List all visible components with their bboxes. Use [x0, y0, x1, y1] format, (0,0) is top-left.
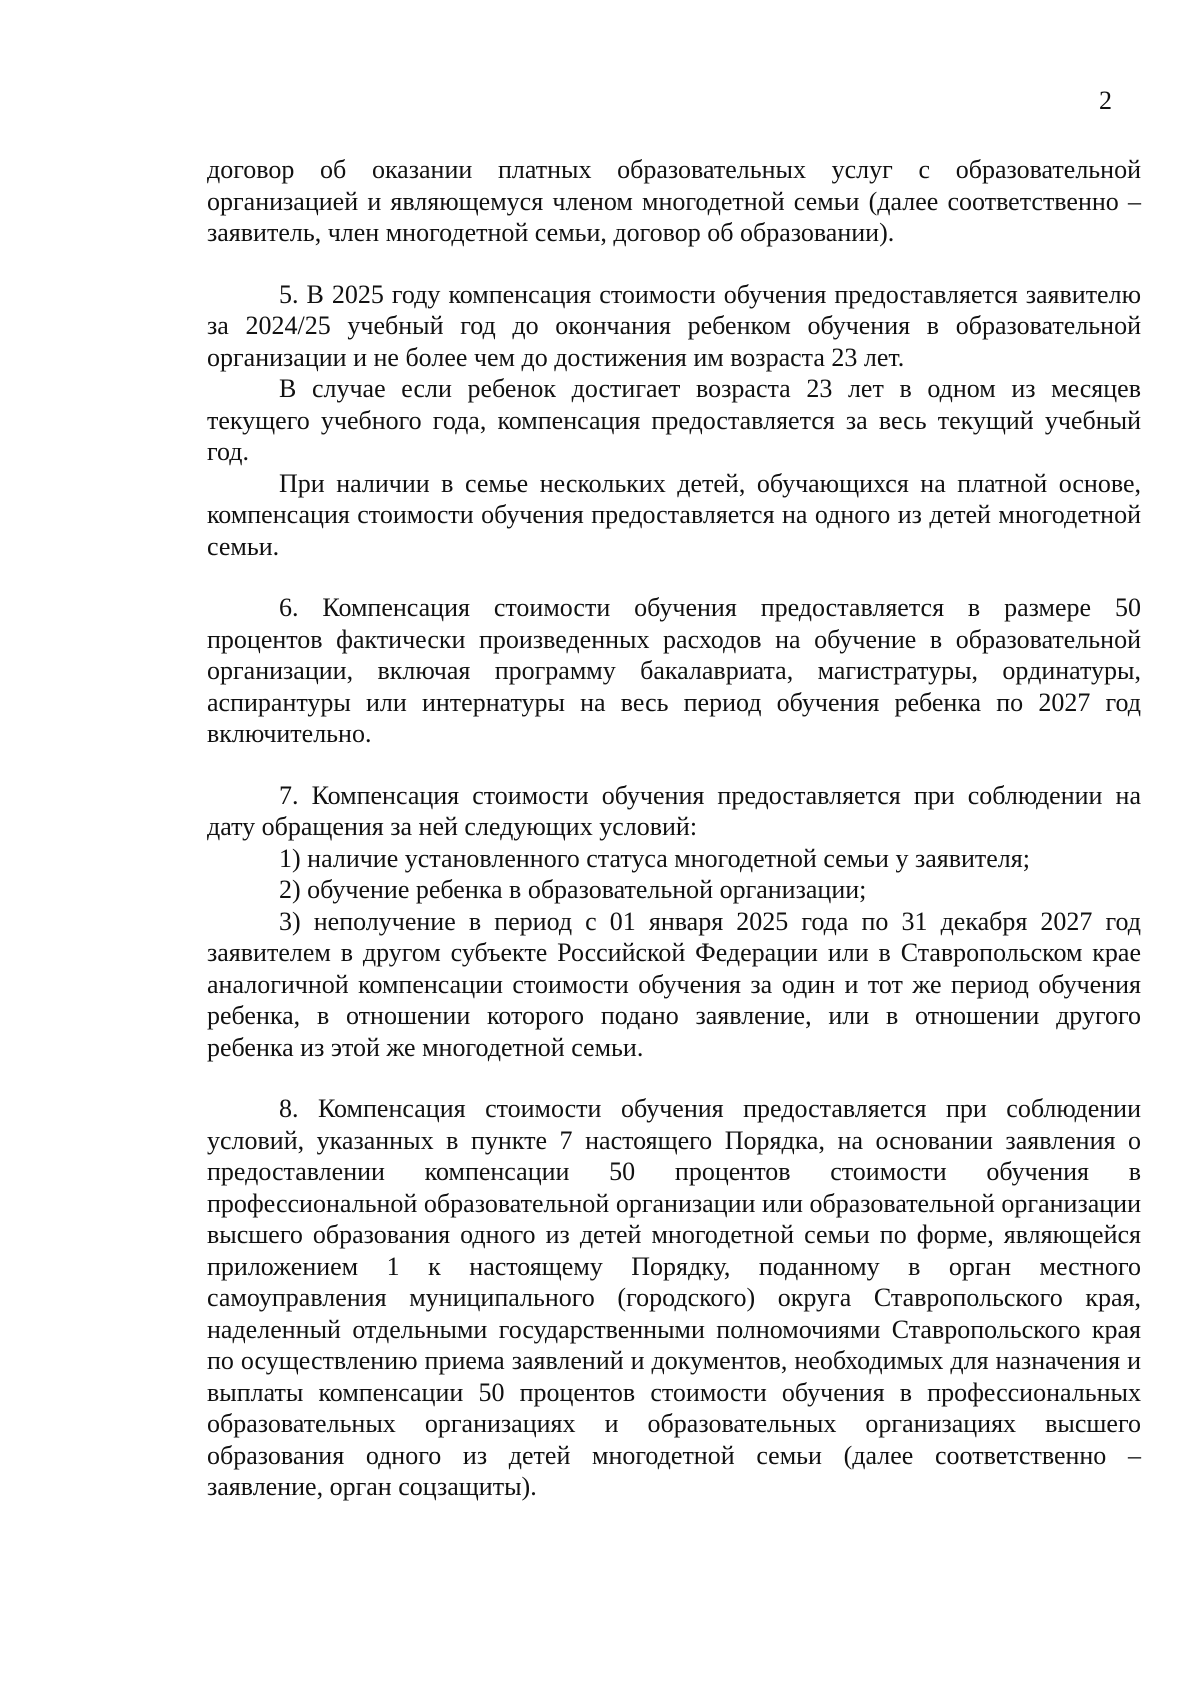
document-body: [207, 154, 1141, 1503]
paragraph-7-item-1: 1) наличие установленного статуса многодетной семьи у заявителя;: [279, 843, 1030, 873]
page-number: 2: [1099, 86, 1112, 115]
paragraph-5-1: 5. В 2025 году компенсация стоимости обучения предоставляется заявителю за 2024/25 учебный год до окончания ребенком обучения в образовательной организации и не более чем до достижения им возраста 23 лет.: [207, 279, 1141, 372]
paragraph-4-continued: договор об оказании платных образовательных услуг с образовательной организацией и являющемуся членом многодетной семьи (далее соответственно – заявитель, член многодетной семьи, договор об образовании).: [207, 155, 1141, 247]
paragraph-8: 8. Компенсация стоимости обучения предоставляется при соблюдении условий, указанных в пункте 7 настоящего Порядка, на основании заявления о предоставлении компенсации 50 процентов стоимости обучения в профессиональной образовательной организации или образовательной организации высшего образования одного из детей многодетной семьи по форме, являющейся приложением 1 к настоящему Порядку, поданному в орган местного самоуправления муниципального (городского) округа Ставропольского края, наделенный отдельными государственными полномочиями Ставропольского края по осуществлению приема заявлений и документов, необходимых для назначения и выплаты компенсации 50 процентов стоимости обучения в профессиональных образовательных организациях и образовательных организациях высшего образования одного из детей многодетной семьи (далее соответственно – заявление, орган соцзащиты).: [207, 1094, 1141, 1501]
paragraph-6: 6. Компенсация стоимости обучения предоставляется в размере 50 процентов фактически произведенных расходов на обучение в образовательной организации, включая программу бакалавриата, магистратуры, ординатуры, аспирантуры или интернатуры на весь период обучения ребенка по 2027 год включительно.: [207, 593, 1141, 748]
paragraph-7-item-2: 2) обучение ребенка в образовательной организации;: [279, 875, 867, 904]
paragraph-5-2: В случае если ребенок достигает возраста 23 лет в одном из месяцев текущего учебного года, компенсация предоставляется за весь текущий учебный год.: [207, 374, 1141, 466]
paragraph-5-3: При наличии в семье нескольких детей, обучающихся на платной основе, компенсация стоимости обучения предоставляется на одного из детей многодетной семьи.: [207, 468, 1141, 561]
paragraph-7: 7. Компенсация стоимости обучения предоставляется при соблюдении на дату обращения за ней следующих условий:: [207, 780, 1141, 841]
paragraph-7-item-3: 3) неполучение в период с 01 января 2025 года по 31 декабря 2027 год заявителем в другом субъекте Российской Федерации или в Ставропольском крае аналогичной компенсации стоимости обучения за один и тот же период обучения ребенка, в отношении которого подано заявление, или в отношении другого ребенка из этой же многодетной семьи.: [207, 906, 1141, 1062]
